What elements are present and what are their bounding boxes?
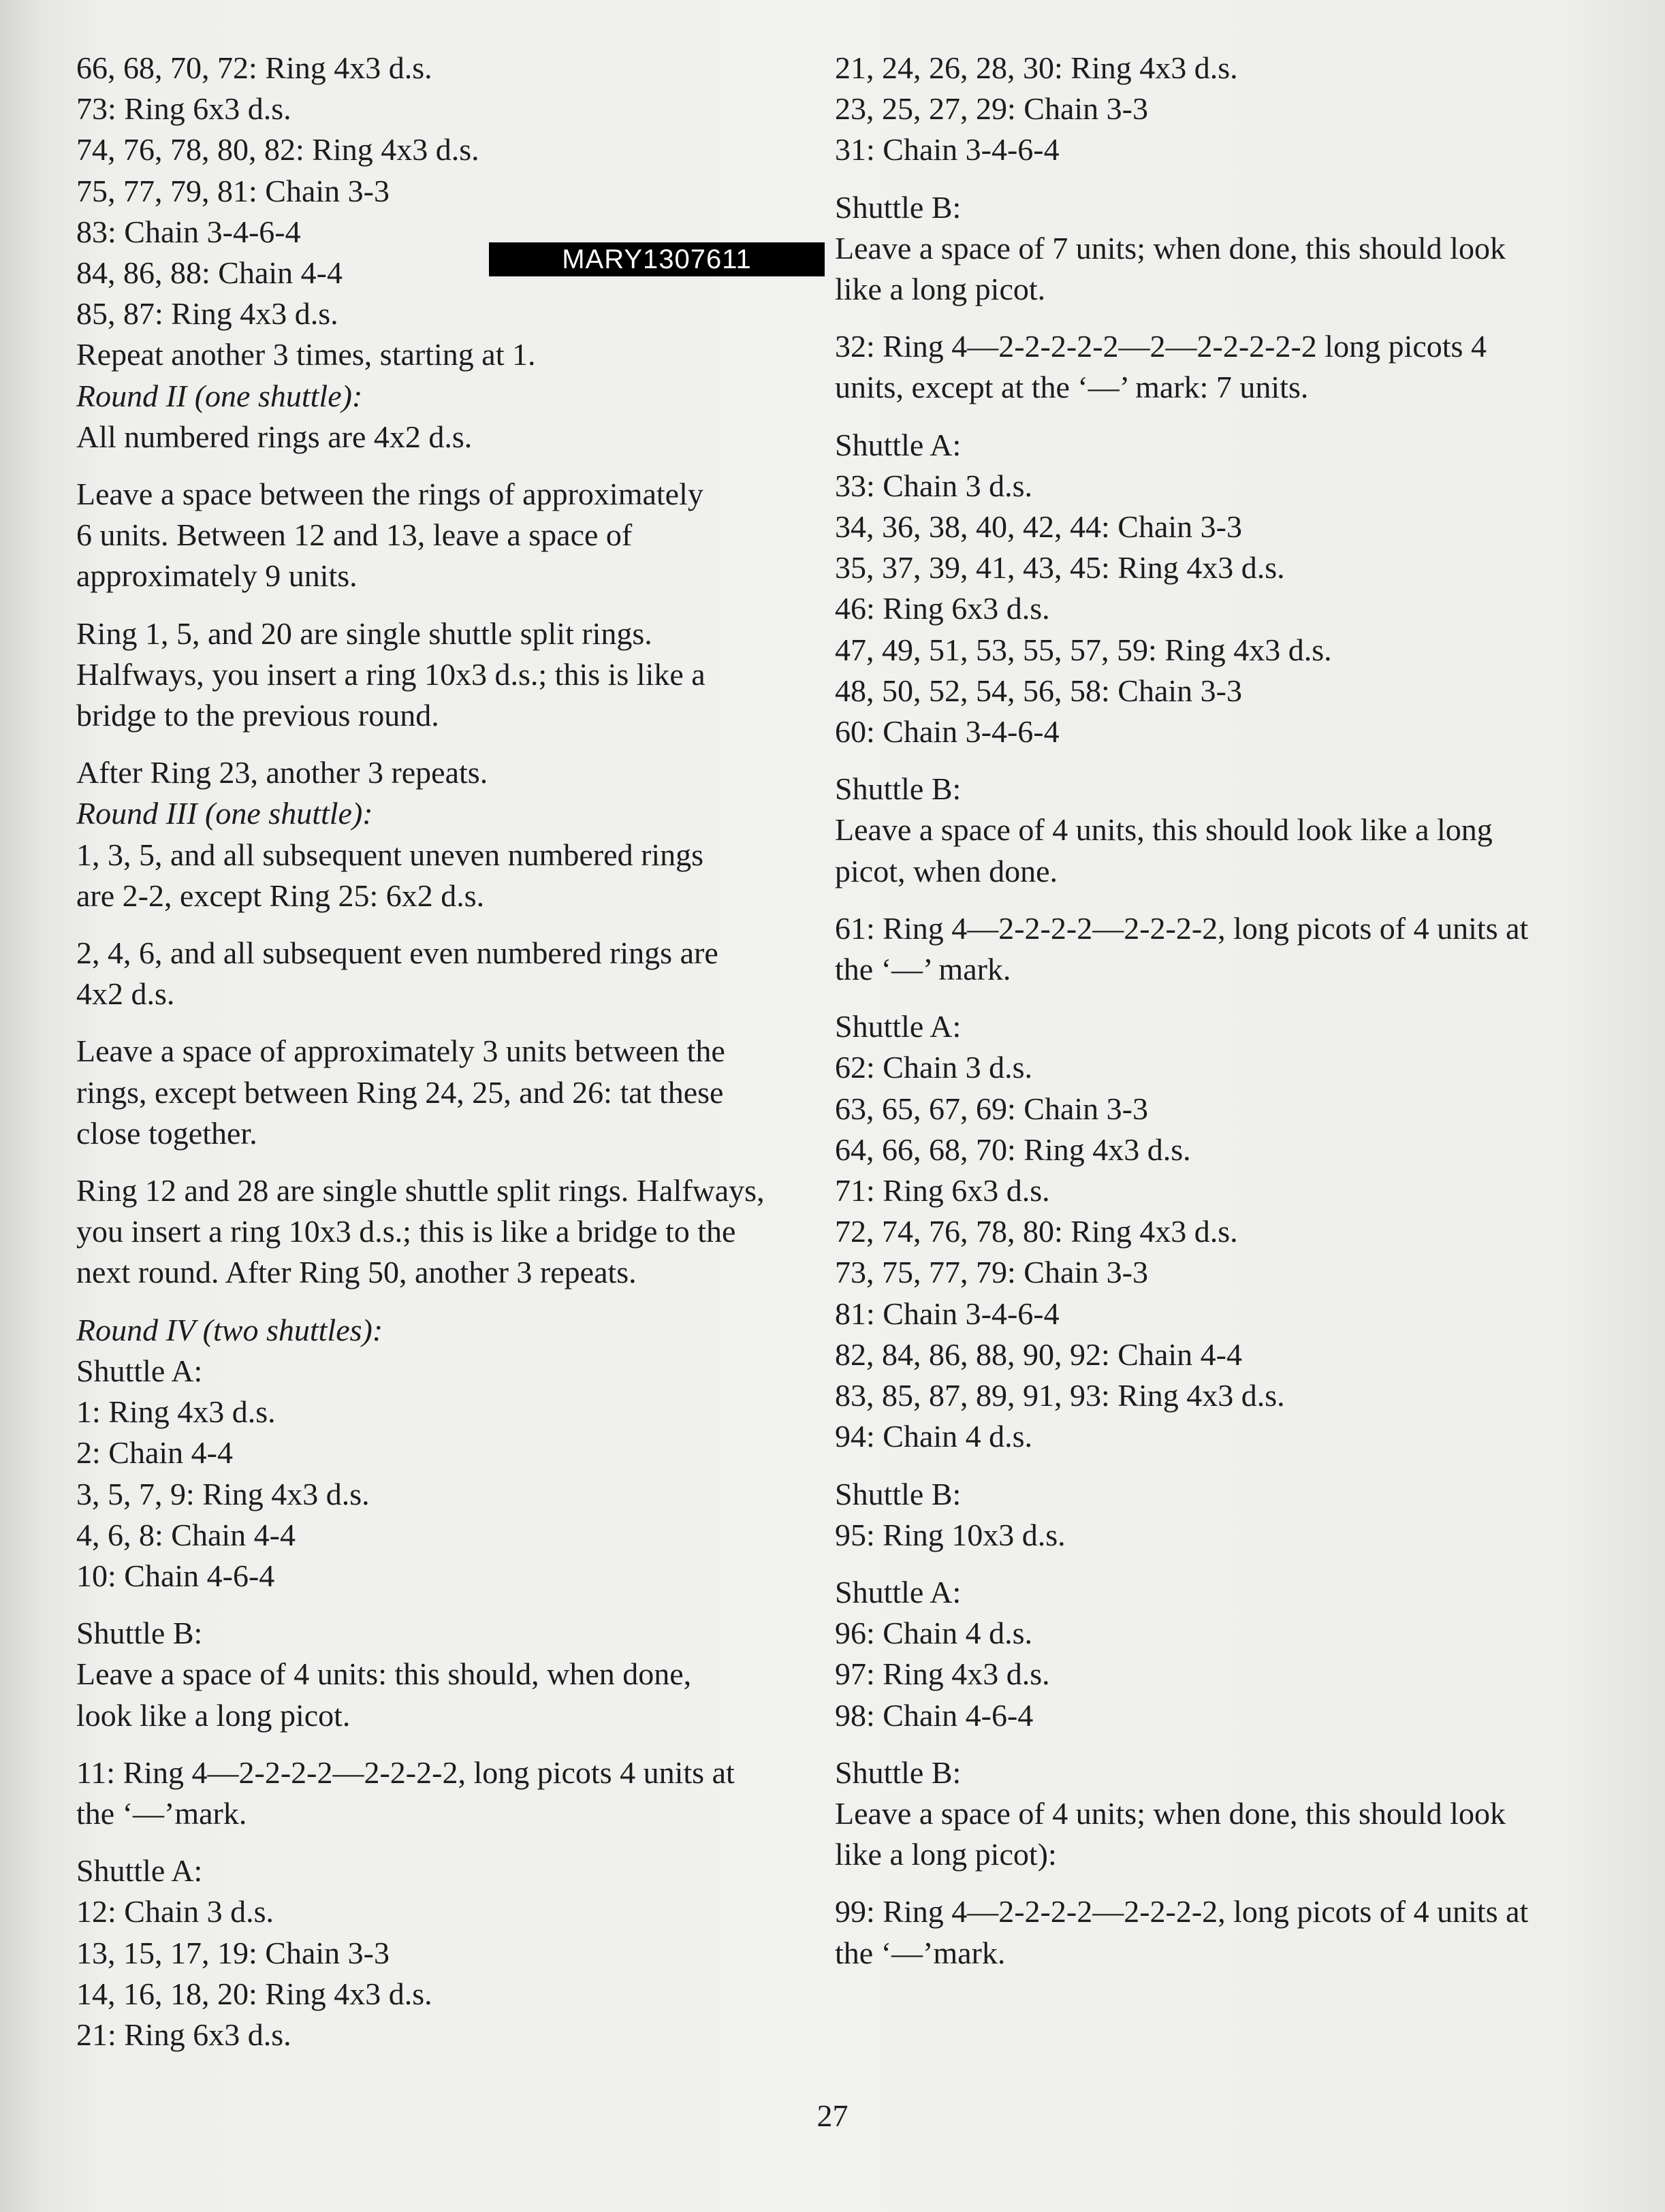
text-line: the ‘—’ mark. xyxy=(835,952,1011,987)
text-line: Leave a space of 4 units: this should, when done, xyxy=(76,1656,692,1692)
paragraph-gap xyxy=(76,736,781,752)
text-line: Ring 12 and 28 are single shuttle split rings. Halfways, xyxy=(76,1173,765,1208)
text-line: 31: Chain 3-4-6-4 xyxy=(835,132,1060,167)
text-line: 1: Ring 4x3 d.s. xyxy=(76,1394,276,1430)
text-line: Shuttle B: xyxy=(835,771,962,807)
text-line: the ‘—’mark. xyxy=(76,1795,247,1831)
text-line: Shuttle B: xyxy=(76,1616,203,1651)
text-line: 34, 36, 38, 40, 42, 44: Chain 3-3 xyxy=(835,509,1242,545)
text-line: the ‘—’mark. xyxy=(835,1935,1006,1970)
section-heading: Round IV (two shuttles): xyxy=(76,1312,383,1347)
paragraph-gap xyxy=(76,1014,781,1031)
text-line: 13, 15, 17, 19: Chain 3-3 xyxy=(76,1935,390,1970)
text-line: 47, 49, 51, 53, 55, 57, 59: Ring 4x3 d.s. xyxy=(835,632,1332,667)
paragraph-gap xyxy=(835,408,1594,425)
text-line: 32: Ring 4—2-2-2-2-2—2—2-2-2-2-2 long picots 4 xyxy=(835,329,1487,364)
paragraph-gap xyxy=(835,990,1594,1006)
paragraph-gap xyxy=(835,1556,1594,1572)
text-line: units, except at the ‘—’ mark: 7 units. xyxy=(835,370,1309,405)
paragraph-gap xyxy=(76,1597,781,1613)
paragraph-gap xyxy=(76,597,781,613)
text-line: 21, 24, 26, 28, 30: Ring 4x3 d.s. xyxy=(835,50,1238,85)
paragraph-gap xyxy=(76,1154,781,1170)
text-line: 97: Ring 4x3 d.s. xyxy=(835,1656,1050,1692)
text-line: 73, 75, 77, 79: Chain 3-3 xyxy=(835,1255,1148,1290)
text-line: picot, when done. xyxy=(835,853,1058,888)
text-line: 62: Chain 3 d.s. xyxy=(835,1050,1033,1085)
text-line: 6 units. Between 12 and 13, leave a space of xyxy=(76,517,633,553)
paragraph-gap xyxy=(76,916,781,933)
paragraph-gap xyxy=(76,458,781,474)
page-number: 27 xyxy=(816,2098,849,2133)
text-line: are 2-2, except Ring 25: 6x2 d.s. xyxy=(76,878,485,913)
text-line: 63, 65, 67, 69: Chain 3-3 xyxy=(835,1091,1148,1126)
paragraph-gap xyxy=(835,1458,1594,1474)
right-column xyxy=(835,48,1594,1974)
text-line: Repeat another 3 times, starting at 1. xyxy=(76,337,536,372)
text-line: 83: Chain 3-4-6-4 xyxy=(76,214,301,249)
text-line: 2, 4, 6, and all subsequent even numbered rings are xyxy=(76,935,718,971)
text-line: 10: Chain 4-6-4 xyxy=(76,1558,275,1593)
paragraph-gap xyxy=(835,892,1594,908)
text-line: 94: Chain 4 d.s. xyxy=(835,1419,1033,1454)
text-line: 33: Chain 3 d.s. xyxy=(835,468,1033,503)
text-line: 82, 84, 86, 88, 90, 92: Chain 4-4 xyxy=(835,1336,1242,1372)
text-line: 99: Ring 4—2-2-2-2—2-2-2-2, long picots of 4 units at xyxy=(835,1894,1529,1929)
paragraph-gap xyxy=(835,310,1594,326)
paragraph-gap xyxy=(76,1294,781,1310)
text-line: Leave a space of 4 units; when done, this should look xyxy=(835,1795,1506,1831)
text-line: 35, 37, 39, 41, 43, 45: Ring 4x3 d.s. xyxy=(835,550,1285,586)
text-line: Shuttle B: xyxy=(835,189,962,225)
text-line: 61: Ring 4—2-2-2-2—2-2-2-2, long picots of 4 units at xyxy=(835,910,1529,946)
paragraph-gap xyxy=(76,1834,781,1850)
text-line: 95: Ring 10x3 d.s. xyxy=(835,1517,1066,1552)
text-line: 98: Chain 4-6-4 xyxy=(835,1697,1034,1733)
text-line: 11: Ring 4—2-2-2-2—2-2-2-2, long picots 4 units at xyxy=(76,1754,735,1790)
text-line: approximately 9 units. xyxy=(76,558,358,594)
text-line: like a long picot): xyxy=(835,1837,1057,1872)
text-line: 84, 86, 88: Chain 4-4 xyxy=(76,255,343,291)
text-line: 73: Ring 6x3 d.s. xyxy=(76,91,291,127)
text-line: 23, 25, 27, 29: Chain 3-3 xyxy=(835,91,1148,127)
paragraph-gap xyxy=(835,752,1594,769)
text-line: rings, except between Ring 24, 25, and 26: tat these xyxy=(76,1074,724,1110)
text-line: 48, 50, 52, 54, 56, 58: Chain 3-3 xyxy=(835,673,1242,708)
text-line: 21: Ring 6x3 d.s. xyxy=(76,2017,291,2052)
section-heading: Round II (one shuttle): xyxy=(76,378,363,413)
section-heading: Round III (one shuttle): xyxy=(76,796,373,831)
text-line: look like a long picot. xyxy=(76,1697,351,1733)
text-line: 12: Chain 3 d.s. xyxy=(76,1894,274,1929)
text-line: 2: Chain 4-4 xyxy=(76,1435,233,1471)
text-line: Shuttle A: xyxy=(76,1853,203,1889)
text-line: Shuttle B: xyxy=(835,1754,962,1790)
text-line: 4x2 d.s. xyxy=(76,976,175,1012)
text-line: like a long picot. xyxy=(835,272,1046,307)
paragraph-gap xyxy=(835,1875,1594,1891)
text-line: 1, 3, 5, and all subsequent uneven numbered rings xyxy=(76,837,704,872)
paragraph-gap xyxy=(835,171,1594,187)
text-line: After Ring 23, another 3 repeats. xyxy=(76,755,488,790)
text-line: Shuttle A: xyxy=(835,1009,962,1044)
text-line: Halfways, you insert a ring 10x3 d.s.; this is like a xyxy=(76,656,705,692)
text-line: 74, 76, 78, 80, 82: Ring 4x3 d.s. xyxy=(76,132,479,167)
text-line: 83, 85, 87, 89, 91, 93: Ring 4x3 d.s. xyxy=(835,1378,1285,1413)
watermark-label: MARY1307611 xyxy=(489,242,825,276)
left-column xyxy=(76,48,781,2055)
text-line: 72, 74, 76, 78, 80: Ring 4x3 d.s. xyxy=(835,1214,1238,1249)
text-line: Shuttle A: xyxy=(835,427,962,462)
text-line: Leave a space of approximately 3 units between the xyxy=(76,1033,725,1069)
text-line: 85, 87: Ring 4x3 d.s. xyxy=(76,296,338,332)
text-line: next round. After Ring 50, another 3 repeats. xyxy=(76,1255,637,1290)
text-line: Leave a space of 7 units; when done, this should look xyxy=(835,230,1506,266)
text-line: 66, 68, 70, 72: Ring 4x3 d.s. xyxy=(76,50,432,85)
text-line: 46: Ring 6x3 d.s. xyxy=(835,591,1050,626)
text-line: 4, 6, 8: Chain 4-4 xyxy=(76,1517,296,1552)
paragraph-gap xyxy=(835,1736,1594,1752)
text-line: 14, 16, 18, 20: Ring 4x3 d.s. xyxy=(76,1976,432,2011)
text-line: All numbered rings are 4x2 d.s. xyxy=(76,419,473,454)
text-line: 71: Ring 6x3 d.s. xyxy=(835,1173,1050,1208)
text-line: Leave a space of 4 units, this should look like a long xyxy=(835,812,1493,848)
paragraph-gap xyxy=(76,1736,781,1752)
text-line: 64, 66, 68, 70: Ring 4x3 d.s. xyxy=(835,1132,1191,1167)
text-line: Shuttle A: xyxy=(835,1574,962,1609)
text-line: 75, 77, 79, 81: Chain 3-3 xyxy=(76,173,390,208)
text-line: 60: Chain 3-4-6-4 xyxy=(835,714,1060,750)
text-line: Ring 1, 5, and 20 are single shuttle split rings. xyxy=(76,615,652,651)
text-line: bridge to the previous round. xyxy=(76,698,439,733)
text-line: 3, 5, 7, 9: Ring 4x3 d.s. xyxy=(76,1476,370,1511)
text-line: Shuttle A: xyxy=(76,1353,203,1388)
text-line: you insert a ring 10x3 d.s.; this is like a bridge to the xyxy=(76,1214,736,1249)
text-line: 81: Chain 3-4-6-4 xyxy=(835,1296,1060,1331)
text-line: close together. xyxy=(76,1115,257,1151)
text-line: Leave a space between the rings of approximately xyxy=(76,477,703,512)
text-line: 96: Chain 4 d.s. xyxy=(835,1616,1033,1651)
text-line: Shuttle B: xyxy=(835,1476,962,1511)
